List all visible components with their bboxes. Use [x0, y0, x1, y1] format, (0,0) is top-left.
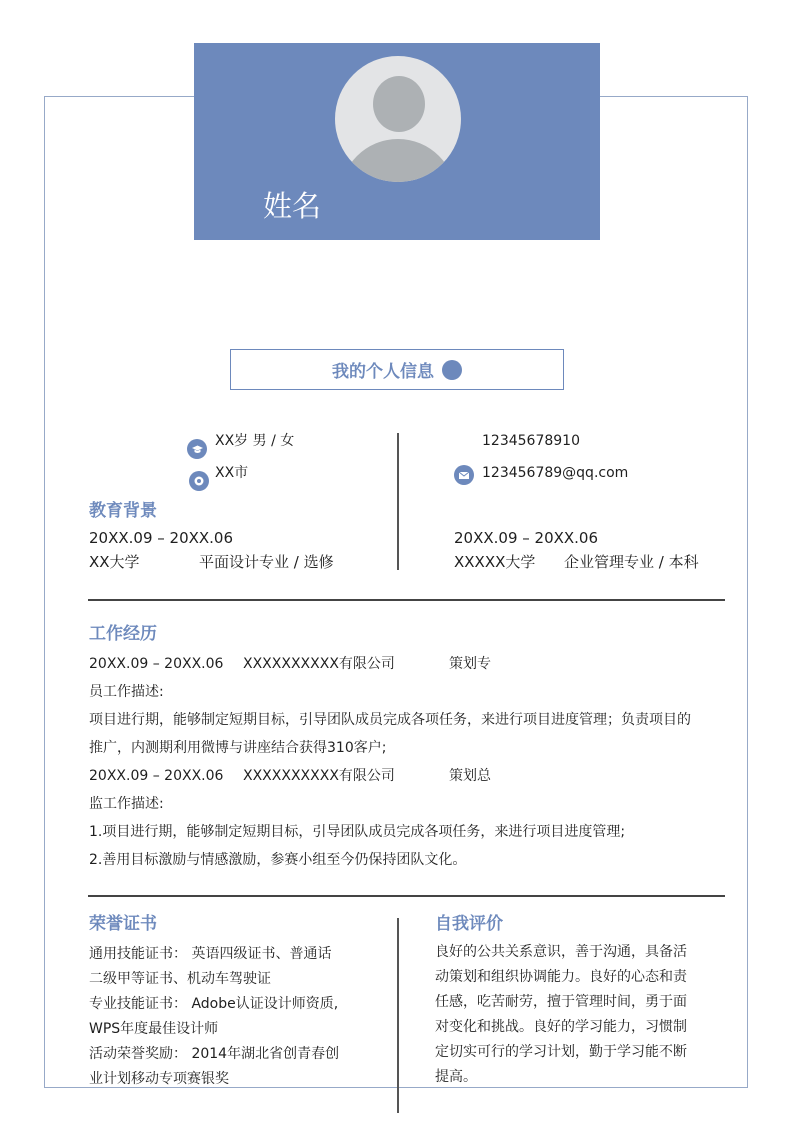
honor-line: 专业技能证书： Adobe认证设计师资质, — [89, 996, 339, 1012]
email-envelope-icon — [454, 465, 474, 485]
self-eval-title: 自我评价 — [435, 914, 503, 934]
phone-number: 12345678910 — [482, 433, 580, 449]
work-line: 推广，内测期利用微博与讲座结合获得310客户; — [89, 740, 387, 756]
work-line: 员工作描述: — [89, 684, 164, 700]
dot-icon — [442, 360, 462, 380]
honor-line: WPS年度最佳设计师 — [89, 1021, 219, 1037]
bottom-column-divider — [397, 918, 399, 1113]
email-address: 123456789@qq.com — [482, 465, 629, 481]
self-eval-line: 提高。 — [435, 1069, 477, 1085]
work-period: 20XX.09 – 20XX.06 — [89, 768, 224, 784]
education-major: 平面设计专业 / 选修 — [199, 553, 334, 571]
info-column-divider — [397, 433, 399, 570]
honor-line: 二级甲等证书、机动车驾驶证 — [89, 971, 271, 987]
work-role: 策划专 — [449, 656, 491, 672]
city: XX市 — [215, 465, 249, 481]
work-line: 项目进行期，能够制定短期目标，引导团队成员完成各项任务，来进行项目进度管理；负责项目的 — [89, 712, 691, 728]
section-divider — [88, 895, 725, 897]
education-title: 教育背景 — [89, 501, 157, 521]
self-eval-line: 任感，吃苦耐劳，擅于管理时间，勇于面 — [435, 994, 687, 1010]
self-eval-line: 定切实可行的学习计划，勤于学习能不断 — [435, 1044, 687, 1060]
avatar-body-shape — [340, 139, 456, 182]
honor-line: 通用技能证书： 英语四级证书、普通话 — [89, 946, 332, 962]
education-period: 20XX.09 – 20XX.06 — [89, 529, 234, 547]
education-period: 20XX.09 – 20XX.06 — [454, 529, 599, 547]
education-major: 企业管理专业 / 本科 — [564, 553, 699, 571]
self-eval-line: 良好的公共关系意识，善于沟通，具备活 — [435, 944, 687, 960]
personal-info-heading-box — [230, 349, 564, 390]
avatar-placeholder-icon — [335, 56, 461, 182]
work-line: 2.善用目标激励与情感激励，参赛小组至今仍保持团队文化。 — [89, 852, 467, 868]
personal-info-title: 我的个人信息 — [332, 362, 434, 382]
honors-title: 荣誉证书 — [89, 914, 157, 934]
section-divider — [88, 599, 725, 601]
work-company: XXXXXXXXXX有限公司 — [243, 656, 395, 672]
self-eval-line: 动策划和组织协调能力。良好的心态和责 — [435, 969, 687, 985]
education-school: XXXXX大学 — [454, 553, 536, 571]
graduation-cap-icon — [187, 439, 207, 459]
honor-line: 活动荣誉奖励： 2014年湖北省创青春创 — [89, 1046, 340, 1062]
work-line: 1.项目进行期，能够制定短期目标，引导团队成员完成各项任务，来进行项目进度管理; — [89, 824, 626, 840]
work-role: 策划总 — [449, 768, 491, 784]
education-school: XX大学 — [89, 553, 140, 571]
work-line: 监工作描述: — [89, 796, 164, 812]
work-period: 20XX.09 – 20XX.06 — [89, 656, 224, 672]
age-gender: XX岁 男 / 女 — [215, 433, 295, 449]
work-title: 工作经历 — [89, 624, 157, 644]
self-eval-line: 对变化和挑战。良好的学习能力，习惯制 — [435, 1019, 687, 1035]
location-pin-icon — [189, 471, 209, 491]
honor-line: 业计划移动专项赛银奖 — [89, 1071, 229, 1087]
candidate-name: 姓名 — [263, 189, 322, 223]
work-company: XXXXXXXXXX有限公司 — [243, 768, 395, 784]
avatar-head-shape — [373, 76, 425, 132]
